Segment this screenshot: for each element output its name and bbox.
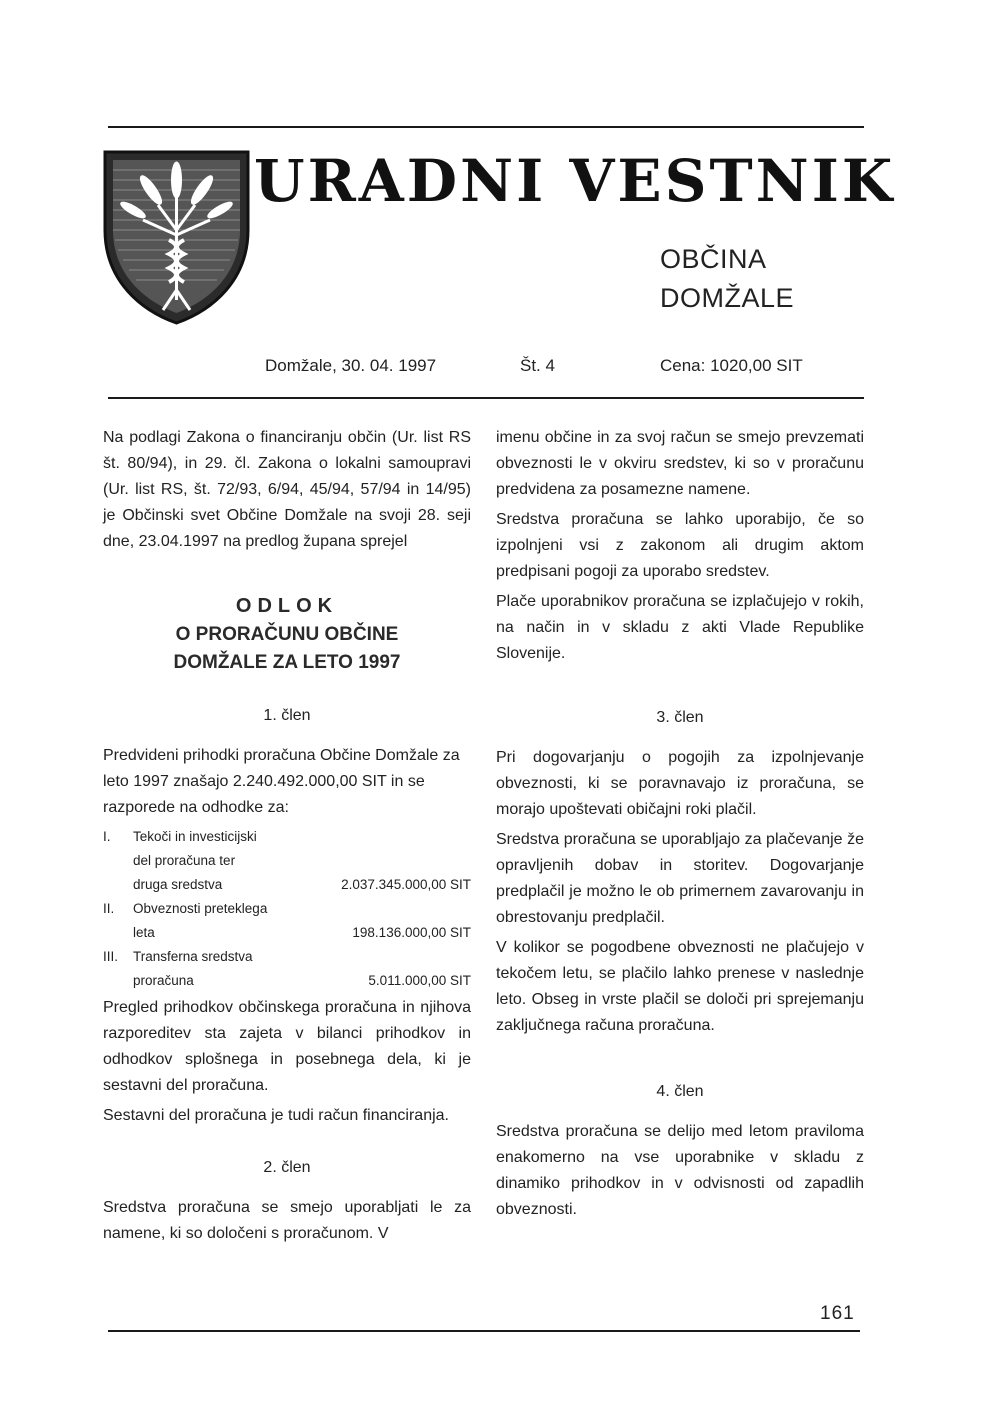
allocation-label — [133, 825, 305, 897]
issue-price: Cena: 1020,00 SIT — [660, 356, 803, 375]
article-1-intro: Predvideni prihodki proračuna Občine Domžale za leto 1997 znašajo 2.240.492.000,00 SIT in se razporede na odhodke za: — [103, 747, 460, 816]
coat-of-arms-icon — [103, 150, 250, 325]
ordinance-title — [103, 591, 471, 677]
article-4-heading: 4. člen — [656, 1083, 704, 1100]
ordinance-title-line-3: DOMŽALE ZA LETO 1997 — [173, 652, 401, 673]
article-1-heading: 1. člen — [263, 707, 311, 724]
allocation-label-line: druga sredstva — [133, 877, 223, 892]
allocation-number: I. — [103, 829, 111, 844]
allocation-label — [133, 945, 305, 993]
article-2-heading: 2. člen — [263, 1159, 311, 1176]
right-column — [496, 425, 864, 1227]
article-1-paragraph-3: Sestavni del proračuna je tudi račun financiranja. — [103, 1107, 449, 1124]
allocation-label-line: Tekoči in investicijski — [133, 829, 257, 844]
article-2-paragraph-2: Sredstva proračuna se lahko uporabijo, če so izpolnjeni vsi z zakonom ali drugim aktom predpisani pogoji za uporabo sredstev. — [496, 511, 864, 580]
allocation-amount: 2.037.345.000,00 SIT — [341, 877, 471, 892]
municipality-line-2: DOMŽALE — [660, 283, 795, 313]
allocation-number: II. — [103, 901, 115, 916]
article-1-paragraph-2: Pregled prihodkov občinskega proračuna in njihova razporeditev sta zajeta v bilanci prihodkov in odhodkov splošnega in posebnega dela, ki je sestavni del proračuna. — [103, 999, 471, 1094]
article-4-paragraph-1: Sredstva proračuna se delijo med letom praviloma enakomerno na vse uporabnike v skladu z dinamiko prihodkov in v odvisnosti od zapadlih obveznosti. — [496, 1123, 864, 1218]
header-rule — [108, 397, 864, 399]
allocation-label-line: Transferna sredstva — [133, 949, 253, 964]
allocation-number: III. — [103, 949, 119, 964]
municipality-name — [660, 240, 794, 318]
article-3-paragraph-3: V kolikor se pogodbene obveznosti ne plačujejo v tekočem letu, se plačilo lahko prenese v naslednje leto. Obseg in vrste plačil se določi pri sprejemanju zaključnega računa proračuna. — [496, 939, 864, 1034]
allocation-amount: 198.136.000,00 SIT — [352, 925, 471, 940]
article-2-paragraph-1: Sredstva proračuna se smejo uporabljati le za namene, ki so določeni s proračunom. V — [103, 1199, 471, 1242]
issue-date: Domžale, 30. 04. 1997 — [265, 356, 437, 375]
allocation-label-line: proračuna — [133, 973, 194, 988]
allocation-row — [103, 897, 471, 945]
municipality-line-1: OBČINA — [660, 244, 767, 274]
issue-number: Št. 4 — [520, 356, 555, 375]
article-2-paragraph-3: Plače uporabnikov proračuna se izplačujejo v rokih, na način in v skladu z akti Vlade Republike Slovenije. — [496, 593, 864, 662]
ordinance-title-line-2: O PRORAČUNU OBČINE — [175, 624, 399, 645]
allocation-table — [103, 825, 471, 993]
article-3-paragraph-2: Sredstva proračuna se uporabljajo za plačevanje že opravljenih dobav in storitev. Dogovarjanje predplačil je možno le ob primernem zavarovanju in obrestovanju predplačil. — [496, 831, 864, 926]
allocation-label-line: del proračuna ter — [133, 853, 236, 868]
article-2-continuation: imenu občine in za svoj račun se smejo prevzemati obveznosti le v okviru sredstev, ki so v proračunu predvidena za posamezne namene. — [496, 429, 864, 498]
preamble-paragraph: Na podlagi Zakona o financiranju občin (Ur. list RS št. 80/94), in 29. čl. Zakona o lokalni samoupravi (Ur. list RS, št. 72/93, 6/94, 45/94, 57/94 in 14/95) je Občinski svet Občine Domžale na svoji 28. seji dne, 23.04.1997 na predlog župana sprejel — [103, 429, 471, 550]
top-rule — [108, 126, 864, 128]
allocation-row — [103, 945, 471, 993]
allocation-label — [133, 897, 305, 945]
ordinance-title-line-1: ODLOK — [235, 595, 339, 617]
allocation-row — [103, 825, 471, 897]
allocation-label-line: Obveznosti preteklega — [133, 901, 268, 916]
allocation-label-line: leta — [133, 925, 155, 940]
footer-rule — [108, 1330, 860, 1332]
allocation-amount: 5.011.000,00 SIT — [368, 973, 471, 988]
article-3-paragraph-1: Pri dogovarjanju o pogojih za izpolnjevanje obveznosti, ki se poravnavajo iz proračuna, se morajo upoštevati običajni roki plačil. — [496, 749, 864, 818]
left-column — [103, 425, 471, 1251]
page-number: 161 — [820, 1303, 855, 1324]
article-3-heading: 3. člen — [656, 709, 704, 726]
masthead-title: URADNI VESTNIK — [254, 147, 896, 215]
